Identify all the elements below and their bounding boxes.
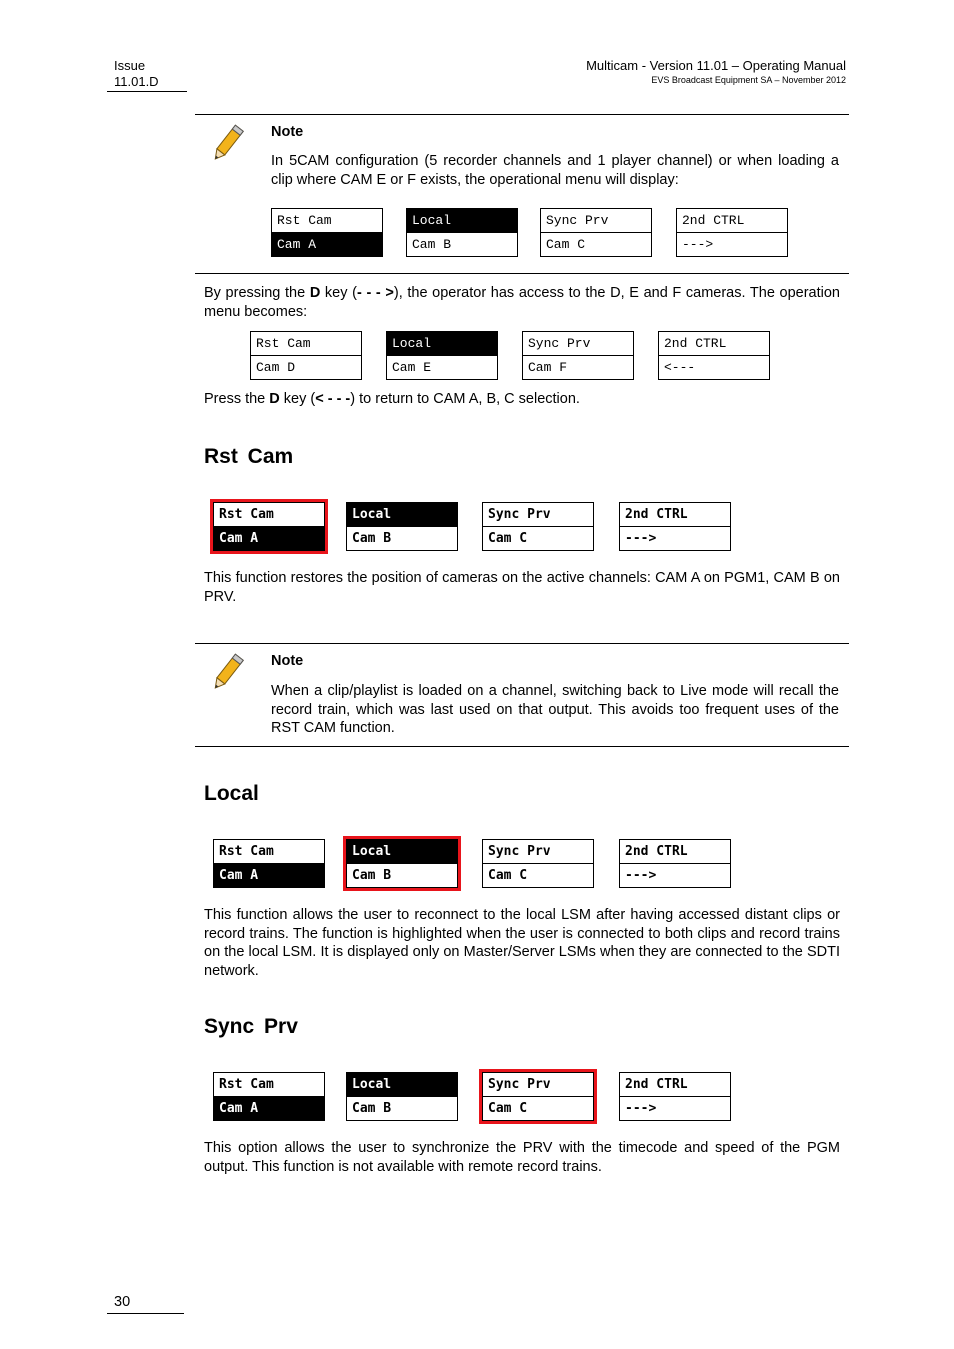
para2-mid: key ( (279, 391, 316, 407)
menu1-local-top: Local (407, 209, 517, 233)
menu-rst-local-bottom: Cam B (352, 531, 392, 546)
note2-top-rule (195, 643, 849, 644)
menu2-2nd-ctrl (658, 331, 770, 380)
menu-local-sync-prv-top: Sync Prv (483, 840, 593, 864)
para1-post: ), the operator has access to the D, E and F cameras. The operation menu becomes: (204, 285, 840, 320)
menu-sync-local-top: Local (347, 1073, 457, 1097)
menu1-sync-prv-bottom: Cam C (546, 237, 586, 252)
section-local-body: This function allows the user to reconnect to the local LSM after having accessed distant clips or record trains. The function is highlighted when the user is connected to both clips and record trains on the local LSM. It is displayed only on Master/Server LSMs when they are connected to the SDTI network. (204, 907, 840, 979)
note1-bottom-rule (195, 273, 849, 274)
header-issue (114, 58, 159, 90)
pencil-icon (205, 122, 249, 166)
menu-rst-sync-prv-top: Sync Prv (483, 503, 593, 527)
menu-sync-sync-prv-bottom: Cam C (488, 1101, 528, 1116)
note2-body: When a clip/playlist is loaded on a channel, switching back to Live mode will recall the record train, which was last used on that output. This avoids too frequent uses of the RST CAM function. (271, 683, 839, 736)
menu-local-rst-cam (213, 839, 325, 888)
menu1-rst-cam (271, 208, 383, 257)
document-subtitle: EVS Broadcast Equipment SA – November 2012 (651, 75, 846, 85)
menu2-sync-prv (522, 331, 634, 380)
menu-rst-2nd-ctrl (619, 502, 731, 551)
menu1-sync-prv (540, 208, 652, 257)
menu1-rst-cam-bottom: Cam A (272, 233, 382, 257)
menu-sync-2nd-ctrl (619, 1072, 731, 1121)
pencil-icon (205, 651, 249, 695)
note1-title: Note (271, 124, 304, 140)
para1-key: D (309, 285, 321, 301)
menu1-sync-prv-top: Sync Prv (541, 209, 651, 233)
menu-sync-2nd-ctrl-bottom: ---> (625, 1101, 657, 1116)
menu2-2nd-ctrl-top: 2nd CTRL (659, 332, 769, 356)
para2-post: ) to return to CAM A, B, C selection. (350, 391, 580, 407)
menu2-local-top: Local (387, 332, 497, 356)
para-press-d (204, 284, 840, 321)
page-number: 30 (114, 1294, 131, 1310)
menu-sync-rst-cam (213, 1072, 325, 1121)
menu2-rst-cam-top: Rst Cam (251, 332, 361, 356)
menu-sync-sync-prv (482, 1072, 594, 1121)
menu2-rst-cam-bottom: Cam D (256, 360, 296, 375)
note2-bottom-rule (195, 746, 849, 747)
menu-rst-local (346, 502, 458, 551)
section-rst-cam-body: This function restores the position of cameras on the active channels: CAM A on PGM1, CAM B on PRV. (204, 570, 840, 605)
para-return (204, 390, 840, 409)
note1-top-rule (195, 114, 849, 115)
menu-rst-sync-prv-bottom: Cam C (488, 531, 528, 546)
menu1-rst-cam-top: Rst Cam (272, 209, 382, 233)
menu-rst-2nd-ctrl-top: 2nd CTRL (620, 503, 730, 527)
section-sync-prv-body: This option allows the user to synchronize the PRV with the timecode and speed of the PGM output. This function is not available with remote record trains. (204, 1140, 840, 1175)
menu1-local (406, 208, 518, 257)
note1-body: In 5CAM configuration (5 recorder channels and 1 player channel) or when loading a clip where CAM E or F exists, the operational menu will display: (271, 153, 839, 188)
menu1-2nd-ctrl-top: 2nd CTRL (677, 209, 787, 233)
menu-local-2nd-ctrl-bottom: ---> (625, 868, 657, 883)
menu1-2nd-ctrl-bottom: ---> (682, 237, 714, 252)
menu1-local-bottom: Cam B (412, 237, 452, 252)
header-title-block (586, 58, 846, 86)
menu2-rst-cam (250, 331, 362, 380)
header-left-rule (107, 91, 187, 92)
menu-local-2nd-ctrl (619, 839, 731, 888)
menu2-local-bottom: Cam E (392, 360, 432, 375)
para2-arrow: < - - - (315, 391, 351, 407)
menu-local-2nd-ctrl-top: 2nd CTRL (620, 840, 730, 864)
para2-pre: Press the (204, 391, 270, 407)
document-title: Multicam - Version 11.01 – Operating Manual (586, 58, 846, 73)
menu-sync-2nd-ctrl-top: 2nd CTRL (620, 1073, 730, 1097)
section-title-local: Local (204, 782, 259, 805)
section-title-rst-cam: Rst Cam (204, 445, 294, 468)
para1-mid: key ( (320, 285, 357, 301)
para2-key: D (269, 391, 280, 407)
menu-local-rst-cam-top: Rst Cam (214, 840, 324, 864)
issue-value: 11.01.D (114, 74, 159, 89)
menu-local-local (346, 839, 458, 888)
menu-sync-rst-cam-bottom: Cam A (214, 1097, 324, 1121)
menu-rst-sync-prv (482, 502, 594, 551)
menu2-sync-prv-bottom: Cam F (528, 360, 568, 375)
menu-rst-rst-cam-top: Rst Cam (214, 503, 324, 527)
menu-local-rst-cam-bottom: Cam A (214, 864, 324, 888)
menu-rst-rst-cam-bottom: Cam A (214, 527, 324, 551)
para1-arrow: - - - > (356, 285, 394, 301)
menu-sync-local-bottom: Cam B (352, 1101, 392, 1116)
menu-local-sync-prv (482, 839, 594, 888)
menu-rst-local-top: Local (347, 503, 457, 527)
menu-sync-rst-cam-top: Rst Cam (214, 1073, 324, 1097)
menu-rst-2nd-ctrl-bottom: ---> (625, 531, 657, 546)
menu2-sync-prv-top: Sync Prv (523, 332, 633, 356)
menu2-2nd-ctrl-bottom: <--- (664, 360, 696, 375)
para1-pre: By pressing the (204, 285, 310, 301)
note2-title: Note (271, 653, 304, 669)
menu-local-sync-prv-bottom: Cam C (488, 868, 528, 883)
issue-label: Issue (114, 58, 146, 73)
menu-rst-rst-cam (213, 502, 325, 551)
menu-local-local-top: Local (347, 840, 457, 864)
section-title-sync-prv: Sync Prv (204, 1015, 298, 1038)
menu-local-local-bottom: Cam B (352, 868, 392, 883)
footer-rule (107, 1313, 184, 1314)
menu-sync-local (346, 1072, 458, 1121)
menu-sync-sync-prv-top: Sync Prv (483, 1073, 593, 1097)
menu1-2nd-ctrl (676, 208, 788, 257)
menu2-local (386, 331, 498, 380)
